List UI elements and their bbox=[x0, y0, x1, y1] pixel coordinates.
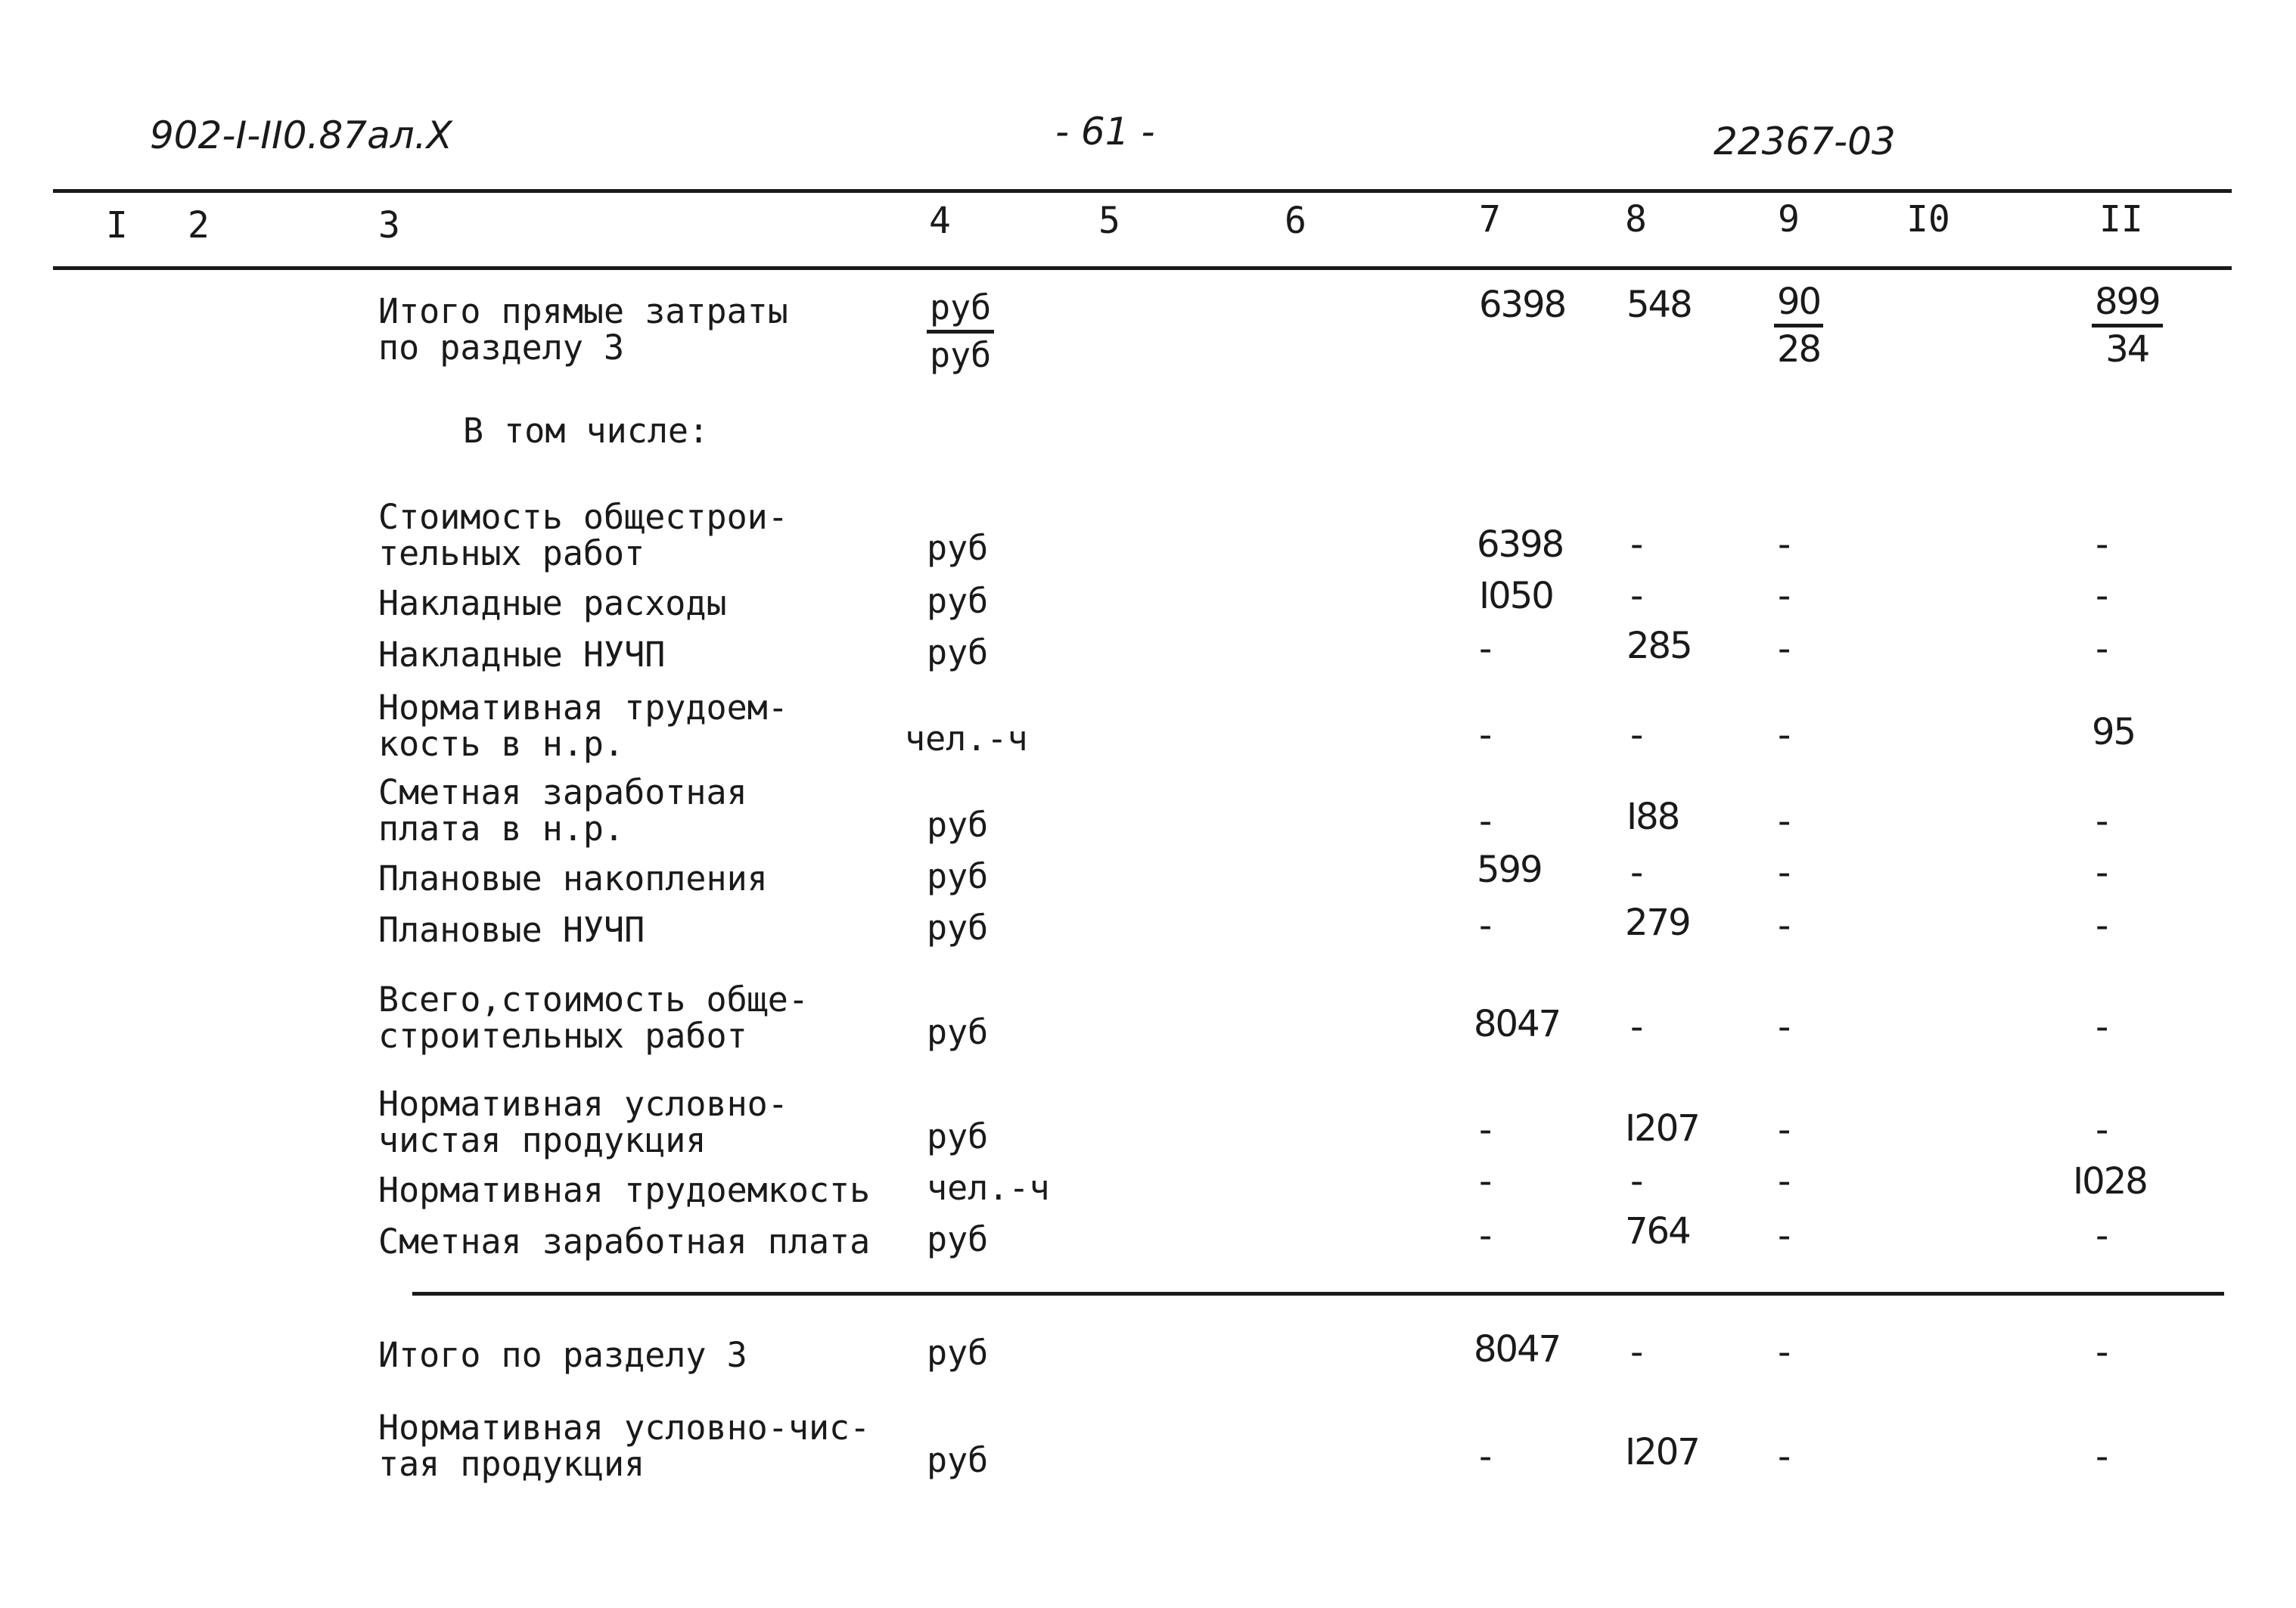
row-label: Накладные расходы bbox=[378, 583, 727, 623]
cell-col9: - bbox=[1778, 1215, 1790, 1257]
cell-col9: - bbox=[1778, 714, 1790, 756]
row-label: Плановые накопления bbox=[378, 858, 768, 899]
cell-col8: 548 bbox=[1626, 284, 1692, 326]
row-label: Нормативная условно-чис- тая продукция bbox=[378, 1408, 871, 1484]
cell-col8: - bbox=[1630, 714, 1642, 756]
cell-col8: 285 bbox=[1626, 625, 1692, 667]
cell-col8: I207 bbox=[1625, 1431, 1699, 1473]
sheet-number: 22367-03 bbox=[1713, 120, 1896, 163]
cell-col11: - bbox=[2096, 1331, 2108, 1374]
table-top-rule bbox=[53, 189, 2232, 193]
column-number: II bbox=[2099, 198, 2143, 241]
cell-col8: - bbox=[1630, 523, 1642, 566]
cell-col9: 90 28 bbox=[1774, 280, 1823, 371]
row-unit: руб руб bbox=[927, 286, 994, 377]
cell-col7: - bbox=[1479, 800, 1491, 843]
row-unit: руб bbox=[927, 1116, 989, 1156]
column-number: 9 bbox=[1778, 198, 1800, 241]
column-number: 7 bbox=[1479, 198, 1501, 241]
column-number: I bbox=[106, 204, 128, 247]
cell-col7: - bbox=[1479, 905, 1491, 947]
cell-col11: - bbox=[2096, 575, 2108, 617]
column-number: 8 bbox=[1625, 198, 1647, 241]
cell-col9: - bbox=[1778, 628, 1790, 670]
cell-col11: - bbox=[2096, 523, 2108, 566]
cell-col11: - bbox=[2096, 1215, 2108, 1257]
cell-col9: - bbox=[1778, 575, 1790, 617]
table-header-rule bbox=[53, 266, 2232, 270]
cell-col7: 6398 bbox=[1477, 523, 1564, 566]
row-unit: чел.-ч bbox=[927, 1168, 1050, 1208]
cell-col9: - bbox=[1778, 1160, 1790, 1203]
cell-col9: - bbox=[1778, 800, 1790, 843]
row-unit: руб bbox=[927, 1012, 989, 1052]
cell-col7: - bbox=[1479, 1160, 1491, 1203]
cell-col8: 764 bbox=[1625, 1210, 1690, 1253]
subheading: В том числе: bbox=[463, 411, 710, 451]
column-number: 6 bbox=[1285, 200, 1306, 242]
cell-col11: - bbox=[2096, 852, 2108, 894]
row-unit: руб bbox=[927, 856, 989, 896]
cell-col11: - bbox=[2096, 1109, 2108, 1151]
cell-col9: - bbox=[1778, 852, 1790, 894]
cell-col9: - bbox=[1778, 1006, 1790, 1048]
cell-col7: 8047 bbox=[1474, 1328, 1561, 1371]
cell-col8: - bbox=[1630, 575, 1642, 617]
cell-col7: 8047 bbox=[1474, 1003, 1561, 1045]
cell-col9: - bbox=[1778, 905, 1790, 947]
column-number: 4 bbox=[929, 200, 951, 242]
cell-col11: - bbox=[2096, 628, 2108, 670]
row-unit: руб bbox=[927, 581, 989, 621]
cell-col11: - bbox=[2096, 1006, 2108, 1048]
column-number: I0 bbox=[1906, 198, 1950, 241]
cell-col7: - bbox=[1479, 628, 1491, 670]
cell-col8: - bbox=[1630, 1006, 1642, 1048]
cell-col11: - bbox=[2096, 905, 2108, 947]
row-label: Нормативная условно- чистая продукция bbox=[378, 1084, 788, 1160]
row-unit: руб bbox=[927, 528, 989, 568]
page-number: - 61 - bbox=[1055, 110, 1155, 154]
row-label: Сметная заработная плата bbox=[378, 1222, 871, 1262]
row-label: Нормативная трудоем- кость в н.р. bbox=[378, 688, 788, 764]
cell-col8: - bbox=[1630, 852, 1642, 894]
cell-col9: - bbox=[1778, 1331, 1790, 1374]
cell-col9: - bbox=[1778, 1436, 1790, 1478]
cell-col8: 279 bbox=[1625, 902, 1690, 944]
row-unit: руб bbox=[927, 632, 989, 672]
cell-col8: - bbox=[1630, 1160, 1642, 1203]
cell-col7: - bbox=[1479, 1109, 1491, 1151]
cell-col11: I028 bbox=[2073, 1160, 2147, 1203]
document-code: 902-I-II0.87ал.X bbox=[150, 113, 452, 157]
cell-col11: - bbox=[2096, 800, 2108, 843]
cell-col8: I88 bbox=[1626, 796, 1679, 838]
cell-col11: 95 bbox=[2092, 711, 2136, 753]
cell-col7: 6398 bbox=[1479, 284, 1566, 326]
row-unit: руб bbox=[927, 805, 989, 845]
row-unit: руб bbox=[927, 1333, 989, 1373]
row-label: Накладные НУЧП bbox=[378, 635, 666, 675]
row-unit: руб bbox=[927, 908, 989, 948]
cell-col11: - bbox=[2096, 1436, 2108, 1478]
cell-col7: - bbox=[1479, 714, 1491, 756]
cell-col7: - bbox=[1479, 1436, 1491, 1478]
cell-col11: 899 34 bbox=[2092, 280, 2163, 371]
cell-col7: 599 bbox=[1477, 849, 1542, 891]
cell-col7: I050 bbox=[1479, 575, 1553, 617]
cell-col9: - bbox=[1778, 1109, 1790, 1151]
row-label: Сметная заработная плата в н.р. bbox=[378, 772, 747, 849]
column-number: 2 bbox=[188, 204, 210, 247]
cell-col7: - bbox=[1479, 1215, 1491, 1257]
column-number: 3 bbox=[378, 204, 400, 247]
row-unit: руб bbox=[927, 1440, 989, 1480]
cell-col9: - bbox=[1778, 523, 1790, 566]
row-unit: руб bbox=[927, 1219, 989, 1259]
cell-col8: I207 bbox=[1625, 1107, 1699, 1150]
row-unit: чел.-ч bbox=[905, 719, 1028, 759]
row-label: Нормативная трудоемкость bbox=[378, 1170, 871, 1210]
column-number: 5 bbox=[1098, 200, 1120, 242]
row-label: Всего,стоимость обще- строительных работ bbox=[378, 979, 809, 1056]
row-label: Плановые НУЧП bbox=[378, 910, 645, 950]
cell-col8: - bbox=[1630, 1331, 1642, 1374]
row-label: Итого по разделу 3 bbox=[378, 1335, 747, 1375]
row-label: Стоимость общестрои- тельных работ bbox=[378, 497, 788, 573]
row-label: Итого прямые затраты по разделу 3 bbox=[378, 291, 788, 368]
section-total-rule bbox=[412, 1292, 2224, 1296]
